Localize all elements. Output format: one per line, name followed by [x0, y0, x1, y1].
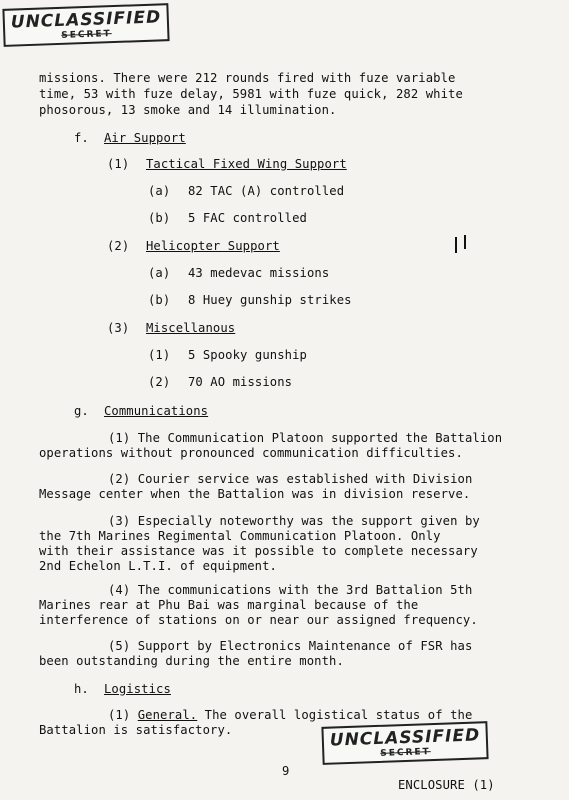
paragraph-line: (4) The communications with the 3rd Battalion 5th: [108, 583, 473, 597]
section-letter: g.: [74, 404, 89, 418]
paragraph-line: with their assistance was it possible to complete necessary: [39, 544, 478, 558]
margin-mark: [464, 235, 466, 249]
classification-stamp-bottom: [321, 721, 489, 765]
stamp-sub-text: SECRET: [61, 29, 112, 41]
item-text: 8 Huey gunship strikes: [188, 293, 352, 307]
subsection-title: Miscellanous: [146, 321, 236, 335]
item-letter: (a): [148, 266, 171, 280]
item-letter: (a): [148, 184, 171, 198]
item-letter: (2): [148, 375, 171, 389]
enclosure-label: ENCLOSURE (1): [398, 778, 495, 792]
paragraph-line: [108, 708, 472, 722]
item-text: 5 FAC controlled: [188, 211, 307, 225]
subsection-title: Helicopter Support: [146, 239, 280, 253]
body-line: phosorous, 13 smoke and 14 illumination.: [39, 103, 337, 117]
section-letter: f.: [74, 131, 89, 145]
item-text: 82 TAC (A) controlled: [188, 184, 345, 198]
stamp-text: UNCLASSIFIED: [10, 7, 162, 33]
subsection-number: (1): [108, 708, 131, 722]
item-letter: (b): [148, 293, 171, 307]
paragraph-line: 2nd Echelon L.T.I. of equipment.: [39, 559, 277, 573]
stamp-text: UNCLASSIFIED: [329, 725, 481, 751]
section-title: Logistics: [104, 682, 171, 696]
paragraph-line: (2) Courier service was established with Division: [108, 472, 473, 486]
item-text: 5 Spooky gunship: [188, 348, 307, 362]
body-line: missions. There were 212 rounds fired with fuze variable: [39, 71, 456, 85]
body-line: time, 53 with fuze delay, 5981 with fuze quick, 282 white: [39, 87, 463, 101]
item-letter: (1): [148, 348, 171, 362]
section-title: Communications: [104, 404, 209, 418]
paragraph-line: (1) The Communication Platoon supported the Battalion: [108, 431, 503, 445]
paragraph-line: (5) Support by Electronics Maintenance of FSR has: [108, 639, 473, 653]
item-text: 43 medevac missions: [188, 266, 330, 280]
subsection-number: (3): [107, 321, 130, 335]
paragraph-line: operations without pronounced communication difficulties.: [39, 446, 463, 460]
subsection-number: (2): [107, 239, 130, 253]
subsection-number: (1): [107, 157, 130, 171]
stamp-sub-text: SECRET: [380, 747, 431, 759]
paragraph-line: been outstanding during the entire month.: [39, 654, 344, 668]
section-letter: h.: [74, 682, 89, 696]
paragraph-text: The overall logistical status of the: [197, 708, 473, 722]
margin-mark: [455, 237, 457, 253]
paragraph-line: Battalion is satisfactory.: [39, 723, 233, 737]
page-number: 9: [282, 764, 290, 778]
paragraph-line: Marines rear at Phu Bai was marginal because of the: [39, 598, 419, 612]
section-title: Air Support: [104, 131, 186, 145]
subsection-title: Tactical Fixed Wing Support: [146, 157, 347, 171]
paragraph-line: (3) Especially noteworthy was the support given by: [108, 514, 480, 528]
paragraph-line: the 7th Marines Regimental Communication Platoon. Only: [39, 529, 441, 543]
paragraph-line: interference of stations on or near our assigned frequency.: [39, 613, 478, 627]
subsection-title: General.: [137, 708, 198, 722]
item-text: 70 AO missions: [188, 375, 293, 389]
classification-stamp-top: [2, 3, 170, 47]
paragraph-line: Message center when the Battalion was in division reserve.: [39, 487, 471, 501]
item-letter: (b): [148, 211, 171, 225]
